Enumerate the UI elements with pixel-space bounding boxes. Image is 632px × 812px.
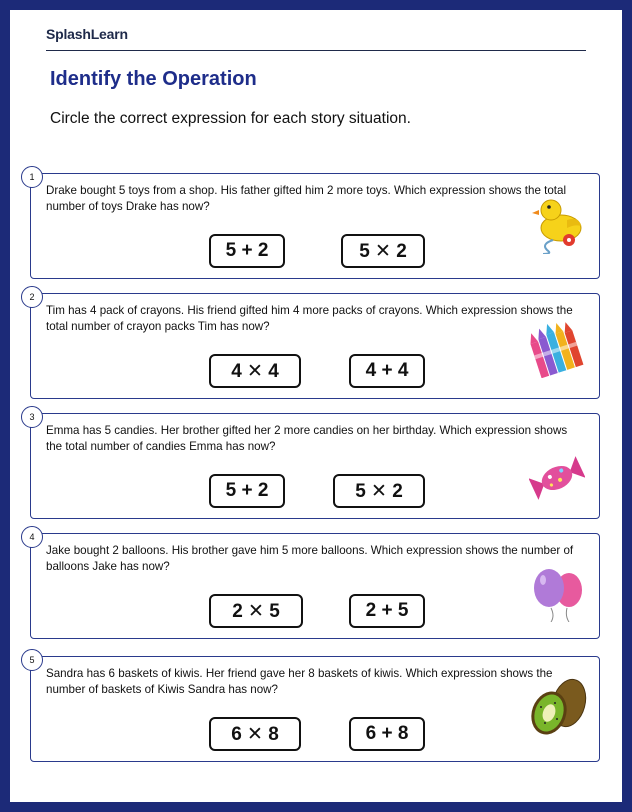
- option-3b[interactable]: 5 ✕ 2: [333, 474, 425, 508]
- question-card-1: [30, 173, 600, 279]
- question-number: 2: [21, 286, 43, 308]
- question-number: 5: [21, 649, 43, 671]
- question-text: Tim has 4 pack of crayons. His friend gifted him 4 more packs of crayons. Which expression shows the total number of crayon packs Tim has now?: [46, 304, 573, 333]
- balloons-icon: [529, 564, 587, 622]
- option-5b[interactable]: 6 + 8: [349, 717, 425, 751]
- instructions: Circle the correct expression for each story situation.: [50, 110, 411, 127]
- option-3a[interactable]: 5 + 2: [209, 474, 285, 508]
- page-title: Identify the Operation: [50, 68, 257, 90]
- option-2b[interactable]: 4 + 4: [349, 354, 425, 388]
- candy-icon: [529, 450, 585, 506]
- worksheet-page: [10, 10, 622, 802]
- option-1b[interactable]: 5 ✕ 2: [341, 234, 425, 268]
- question-card-3: [30, 413, 600, 519]
- question-text: Sandra has 6 baskets of kiwis. Her friend gave her 8 baskets of kiwis. Which expression shows the number of baskets of Kiwis Sandra has now?: [46, 667, 553, 696]
- question-card-4: [30, 533, 600, 639]
- option-4b[interactable]: 2 + 5: [349, 594, 425, 628]
- kiwi-icon: [527, 675, 589, 739]
- question-card-5: [30, 656, 600, 762]
- question-text: Drake bought 5 toys from a shop. His father gifted him 2 more toys. Which expression shows the total number of toys Drake has now?: [46, 184, 567, 213]
- option-2a[interactable]: 4 ✕ 4: [209, 354, 301, 388]
- header-divider: [46, 50, 586, 51]
- option-5a[interactable]: 6 ✕ 8: [209, 717, 301, 751]
- question-text: Emma has 5 candies. Her brother gifted her 2 more candies on her birthday. Which expression shows the total number of candies Emma has now?: [46, 424, 568, 453]
- question-text: Jake bought 2 balloons. His brother gave him 5 more balloons. Which expression shows the number of balloons Jake has now?: [46, 544, 574, 573]
- option-1a[interactable]: 5 + 2: [209, 234, 285, 268]
- question-card-2: [30, 293, 600, 399]
- splashlearn-logo: SplashLearn: [46, 26, 128, 42]
- question-number: 1: [21, 166, 43, 188]
- question-number: 3: [21, 406, 43, 428]
- crayons-icon: [527, 318, 587, 378]
- question-number: 4: [21, 526, 43, 548]
- toy-duck-icon: [531, 192, 589, 254]
- option-4a[interactable]: 2 ✕ 5: [209, 594, 303, 628]
